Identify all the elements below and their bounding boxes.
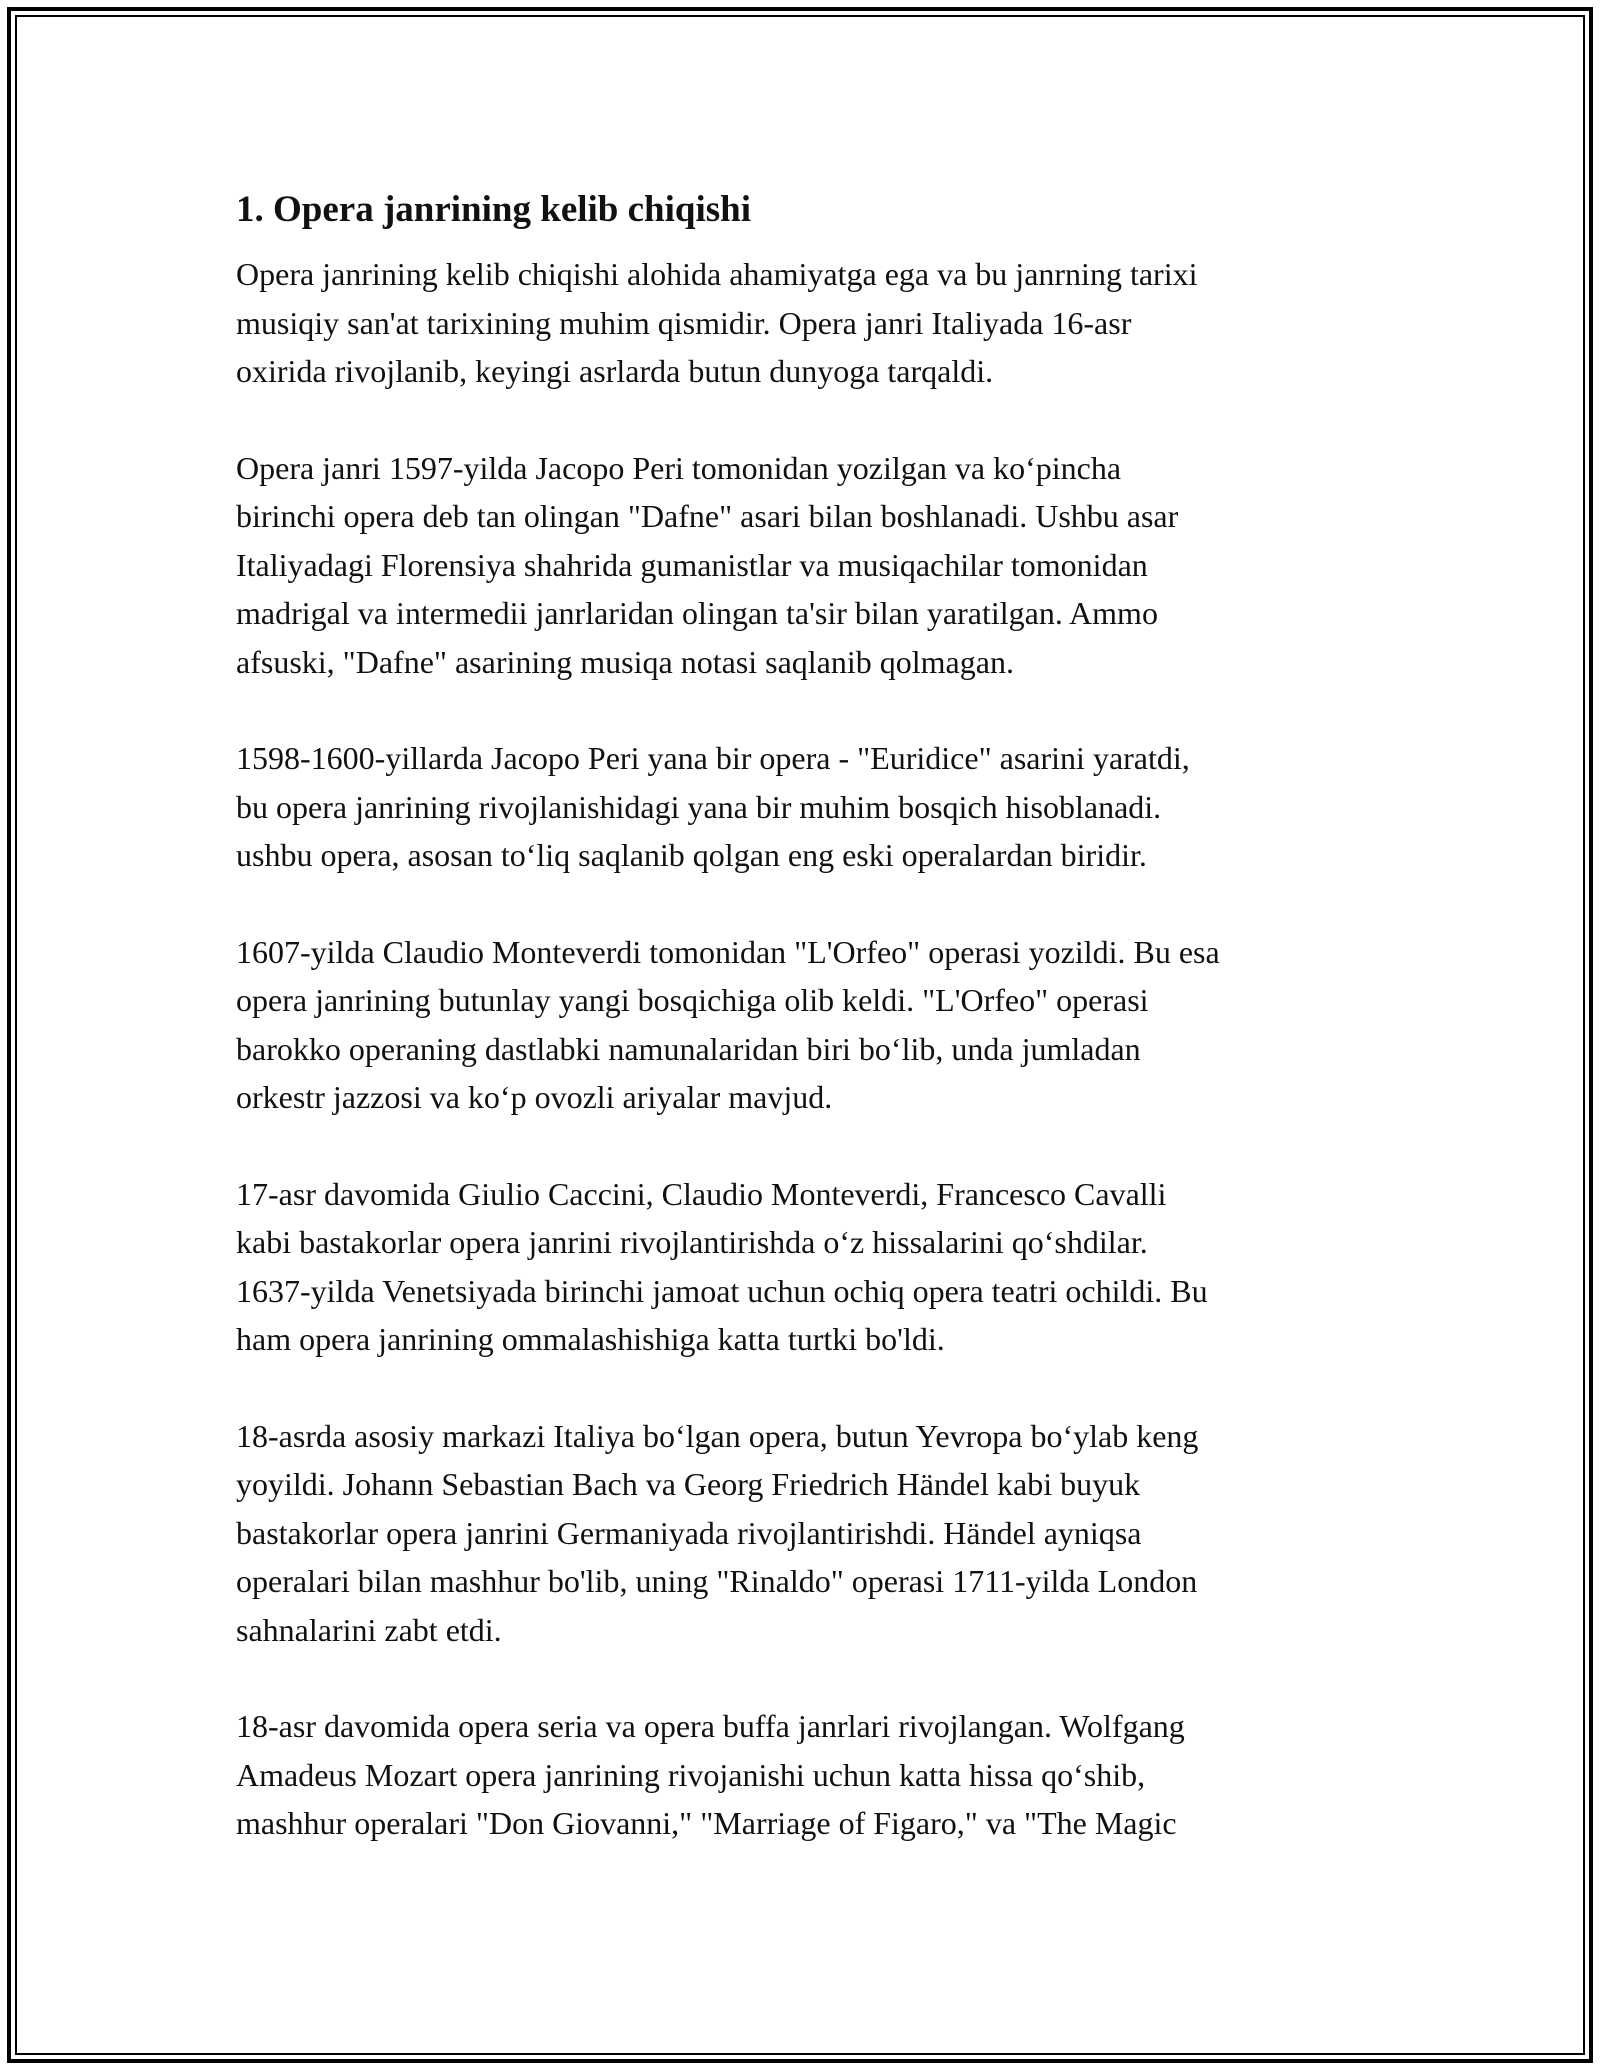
document-body [236,186,1366,1896]
paragraph-1: Opera janrining kelib chiqishi alohida ahamiyatga ega va bu janrning tarixi musiqiy san'at tarixining muhim qismidir. Opera janri Italiyada 16-asr oxirida rivojlanib, keyingi asrlarda butun dunyoga tarqaldi. [236,256,1198,389]
section-heading: 1. Opera janrining kelib chiqishi [236,189,752,230]
paragraph-3: 1598-1600-yillarda Jacopo Peri yana bir opera - "Euridice" asarini yaratdi, bu opera janrining rivojlanishidagi yana bir muhim bosqich hisoblanadi. ushbu opera, asosan toʻliq saqlanib qolgan eng eski operalardan biridir. [236,740,1190,873]
paragraph-6: 18-asrda asosiy markazi Italiya boʻlgan opera, butun Yevropa boʻylab keng yoyildi. Johann Sebastian Bach va Georg Friedrich Händel kabi buyuk bastakorlar opera janrini Germaniyada rivojlantirishdi. Händel ayniqsa operalari bilan mashhur bo'lib, uning "Rinaldo" operasi 1711-yilda London sahnalarini zabt etdi. [236,1417,1199,1648]
paragraph-4: 1607-yilda Claudio Monteverdi tomonidan "L'Orfeo" operasi yozildi. Bu esa opera janrining butunlay yangi bosqichiga olib keldi. "L'Orfeo" operasi barokko operaning dastlabki namunalaridan biri boʻlib, unda jumladan orkestr jazzosi va koʻp ovozli ariyalar mavjud. [236,933,1220,1115]
paragraph-2: Opera janri 1597-yilda Jacopo Peri tomonidan yozilgan va koʻpincha birinchi opera deb tan olingan "Dafne" asari bilan boshlanadi. Ushbu asar Italiyadagi Florensiya shahrida gumanistlar va musiqachilar tomonidan madrigal va intermedii janrlaridan olingan ta'sir bilan yaratilgan. Ammo afsuski, "Dafne" asarining musiqa notasi saqlanib qolmagan. [236,449,1179,680]
paragraph-5: 17-asr davomida Giulio Caccini, Claudio Monteverdi, Francesco Cavalli kabi bastakorlar opera janrini rivojlantirishda oʻz hissalarini qoʻshdilar. 1637-yilda Venetsiyada birinchi jamoat uchun ochiq opera teatri ochildi. Bu ham opera janrining ommalashishiga katta turtki bo'ldi. [236,1175,1208,1357]
paragraph-7: 18-asr davomida opera seria va opera buffa janrlari rivojlangan. Wolfgang Amadeus Mozart opera janrining rivojanishi uchun katta hissa qoʻshib, mashhur operalari "Don Giovanni," "Marriage of Figaro," va "The Magic [236,1708,1185,1841]
